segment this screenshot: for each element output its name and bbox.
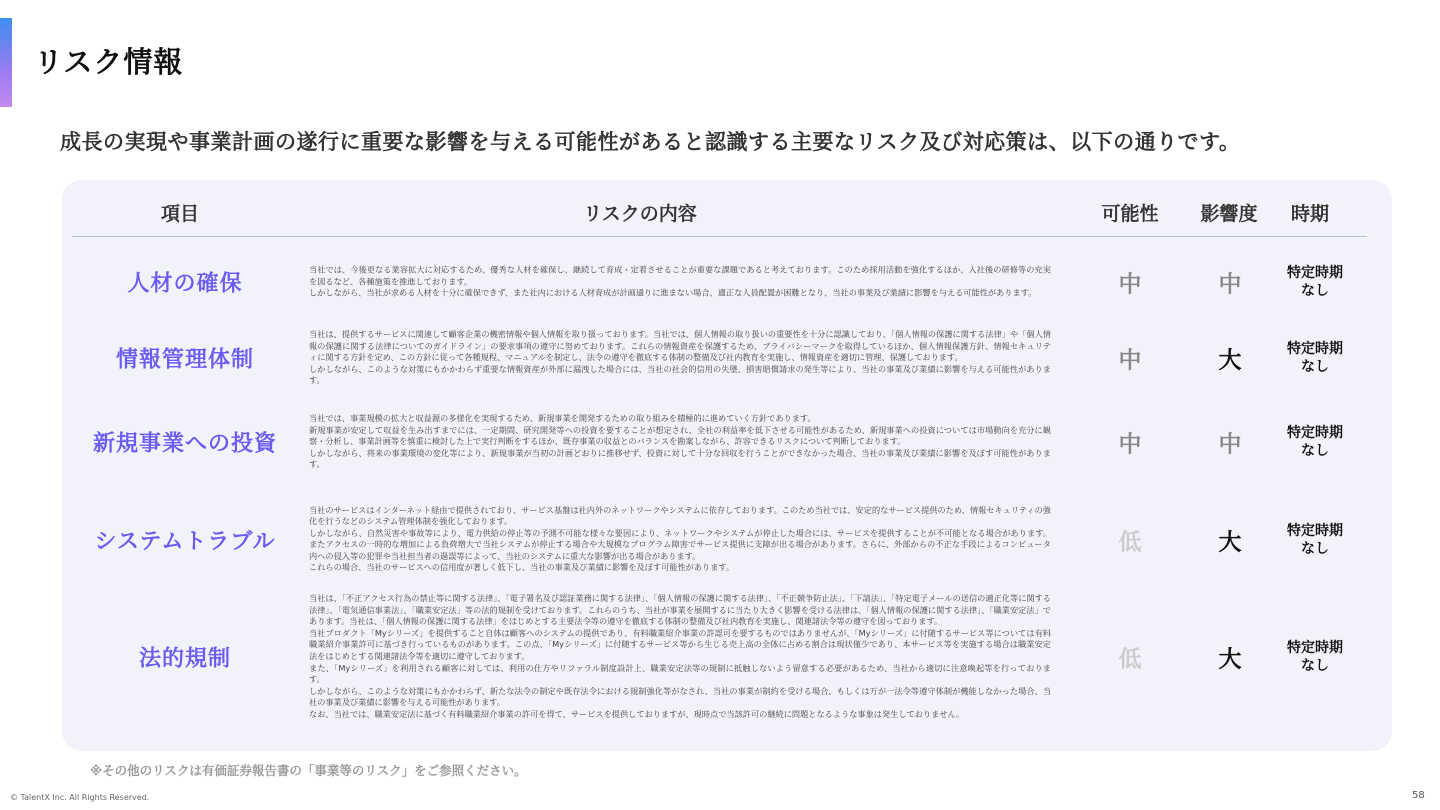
header-impact: 影響度: [1200, 203, 1258, 225]
page-number: 58: [1412, 790, 1425, 801]
impact-level: 大: [1218, 529, 1242, 555]
impact-level: 中: [1218, 431, 1242, 458]
timing-value: 特定時期 なし: [1287, 522, 1343, 557]
table-row: [62, 398, 1392, 486]
impact-level: 大: [1218, 646, 1242, 673]
page-title: リスク情報: [34, 45, 184, 79]
header-item: 項目: [160, 203, 199, 225]
risk-description: 当社では、事業規模の拡大と収益源の多様化を実現するため、新規事業を開発するための取り組みを積極的に進めていく方針であります。 新規事業が安定して収益を生み出すまでには、一定期間、研究開発等への投資を要することが想定され、全社の利益率を低下させる可能性があるため、新規事業への投資については市場動向を充分に観察・分析し、事業計画等を慎重に検討した上で実行判断をするほか、既存事業の収益とのバランスを勘案しながら、許容できるリスクについて判断しております。 しかしながら、将来の事業環境の変化等により、新規事業が当初の計画どおりに推移せず、投資に対して十分な回収を行うことができなかった場合、当社の事業及び業績に影響を及ぼす可能性があります。: [309, 413, 1051, 470]
risk-item-label: システムトラブル: [94, 529, 276, 554]
header-timing: 時期: [1290, 203, 1329, 225]
timing-value: 特定時期 なし: [1287, 265, 1343, 299]
timing-value: 特定時期 なし: [1287, 640, 1343, 674]
risk-item-label: 情報管理体制: [115, 347, 254, 373]
impact-level: 中: [1218, 271, 1242, 298]
lead-text: 成長の実現や事業計画の遂行に重要な影響を与える可能性があると認識する主要なリスク及び対応策は、以下の通りです。: [60, 130, 1241, 154]
possibility-level: 中: [1118, 271, 1142, 298]
possibility-level: 中: [1118, 347, 1142, 374]
impact-level: 大: [1218, 347, 1242, 374]
risk-description: 当社のサービスはインターネット経由で提供されており、サービス基盤は社内外のネットワークやシステムに依存しております。このため当社では、安定的なサービス提供のため、情報セキュリティの強化を行うなどのシステム管理体制を強化しております。 しかしながら、自然災害や事故等により、電力供給の停止等の予測不可能な様々な要因により、ネットワークやシステムが停止した場合には、サービスを提供することが不可能となる場合があります。またアクセスの一時的な増加による負荷増大で当社システムが停止する場合や大規模なプログラム障害でサービス提供に支障が出る場合があります。さらに、外部からの不正な手段によるコンピュータ内への侵入等の犯罪や当社担当者の過誤等によって、当社のシステムに重大な影響が出る場合があります。 これらの場合、当社のサービスへの信用度が著しく低下し、当社の事業及び業績に影響を及ぼす可能性があります。: [309, 504, 1051, 573]
risk-item-label: 新規事業への投資: [92, 431, 277, 457]
possibility-level: 低: [1118, 529, 1142, 555]
risk-description: 当社は、「不正アクセス行為の禁止等に関する法律」、「電子署名及び認証業務に関する法律」、「個人情報の保護に関する法律」、「不正競争防止法」、「下請法」、「特定電子メールの送信の適正化等に関する法律」、「電気通信事業法」、「職業安定法」等の法的規制を受けております。これらのうち、当社が事業を展開するに当たり大きく影響を受ける法律は、「個人情報の保護に関する法律」、「職業安定法」であります。当社は、「個人情報の保護に関する法律」をはじめとする主要法令等の遵守を徹底する体制の整備及び社内教育を実施し、関連諸法令等の遵守を図っております。 当社プロダクト「Myシリーズ」を提供すること自体は顧客へのシステムの提供であり、有料職業紹介事業の許認可を要するものではありませんが、「Myシリーズ」に付随するサービス等については有料職業紹介事業許可に基づき行っているものがあります。この点、「Myシリーズ」に付随するサービス等から生じる売上高の全体に占める割合は現状僅少であり、本サービス等を実施する場合は職業安定法をはじめとする関連諸法令等を適切に遵守しております。 また、「Myシリーズ」を利用される顧客に対しては、利用の仕方やリファラル制度設計上、職業安定法等の規制に抵触しないよう留意する必要があるため、当社から適切に注意喚起等を行っております。 しかしながら、このような対策にもかかわらず、新たな法令の制定や既存法令における規制強化等がなされ、当社の事業が制約を受ける場合、もしくは万が一法令等遵守体制が機能しなかった場合、当社の事業及び業績に影響を与える可能性があります。 なお、当社では、職業安定法に基づく有料職業紹介事業の許可を得て、サービスを提供しておりますが、現時点で当該許可の継続に問題となるような事象は発生しておりません。: [309, 593, 1051, 720]
table-row: [62, 588, 1392, 726]
timing-value: 特定時期 なし: [1287, 341, 1343, 375]
table-row: [62, 493, 1392, 586]
timing-value: 特定時期 なし: [1287, 425, 1343, 459]
risk-description: 当社では、今後更なる業容拡大に対応するため、優秀な人材を確保し、継続して育成・定着させることが重要な課題であると考えております。このため採用活動を強化するほか、入社後の研修等の充実を図るなど、各種施策を推進しております。 しかしながら、当社が求める人材を十分に確保できず、また社内における人材育成が計画通りに進まない場合、適正な人員配置が困難となり、当社の事業及び業績に影響を与える可能性があります。: [309, 264, 1051, 298]
risk-description: 当社は、提供するサービスに関連して顧客企業の機密情報や個人情報を取り扱っております。当社では、個人情報の取り扱いの重要性を十分に認識しており、「個人情報の保護に関する法律」や「個人情報の保護に関する法律についてのガイドライン」の要求事項の遵守に努めております。これらの情報資産を保護するため、プライバシーマークを取得しているほか、個人情報保護方針、情報セキュリティに関する方針を定め、この方針に従って各種規程、マニュアルを制定し、法令の遵守を徹底する体制の整備及び社内教育を実施し、情報資産を適切に管理、保護しております。 しかしながら、このような対策にもかかわらず重要な情報資産が外部に漏洩した場合には、当社の社会的信用の失墜、損害賠償請求の発生等により、当社の事業及び業績に影響を与える可能性があります。: [309, 329, 1051, 386]
risk-item-label: 人材の確保: [127, 271, 243, 297]
title-accent-bar: [0, 18, 12, 107]
risk-item-label: 法的規制: [138, 646, 231, 672]
copyright: © TalentX Inc. All Rights Reserved.: [10, 793, 150, 802]
possibility-level: 中: [1118, 431, 1142, 458]
header-content: リスクの内容: [583, 203, 697, 225]
possibility-level: 低: [1118, 646, 1142, 673]
table-row: [62, 242, 1392, 322]
header-divider: [72, 236, 1367, 237]
header-possibility: 可能性: [1101, 203, 1159, 225]
table-row: [62, 316, 1392, 400]
footnote: ※その他のリスクは有価証券報告書の「事業等のリスク」をご参照ください。: [90, 763, 527, 778]
